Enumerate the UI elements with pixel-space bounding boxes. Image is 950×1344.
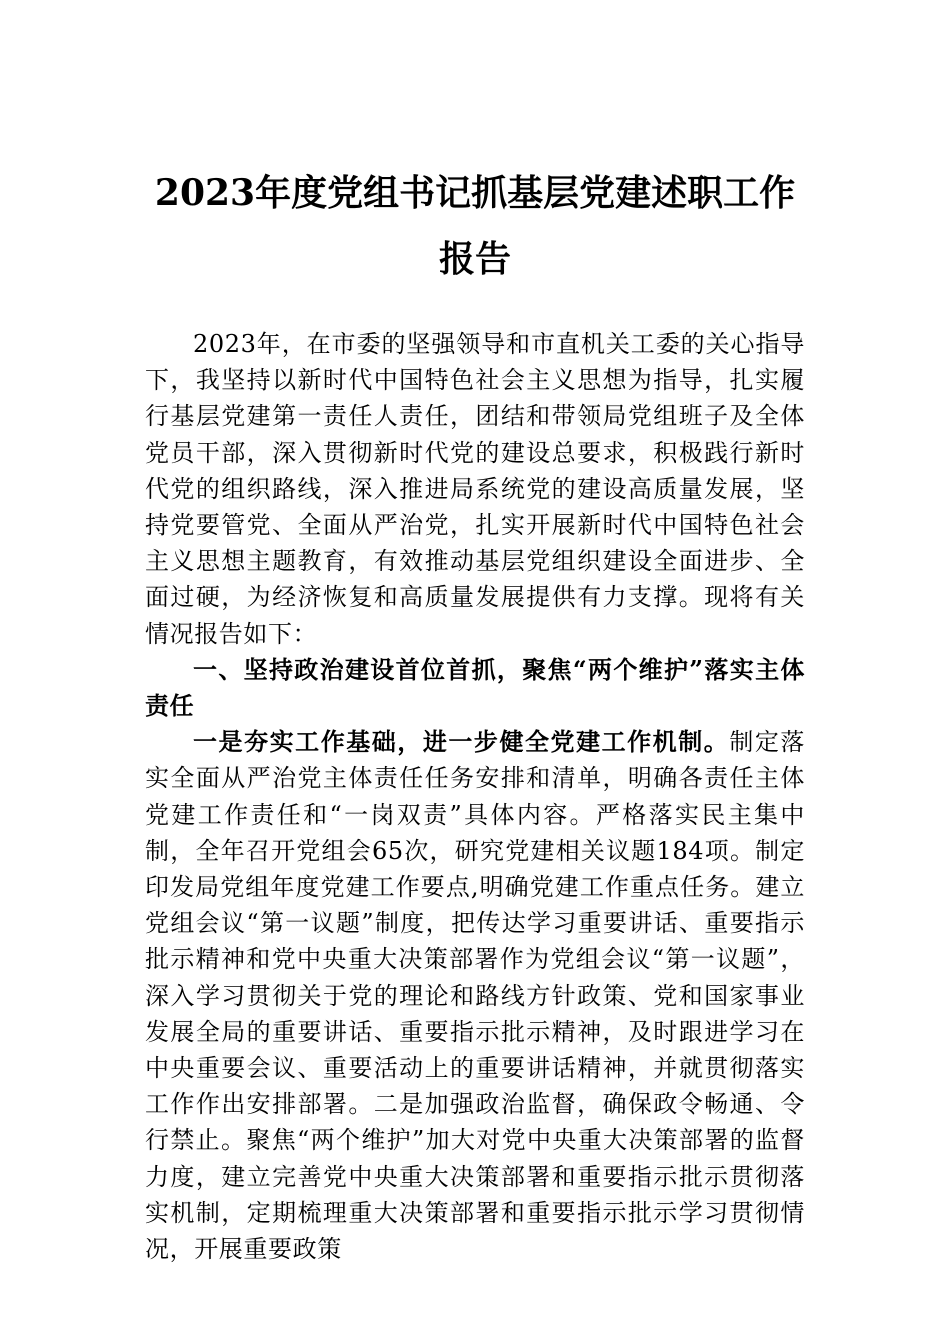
paragraph-lead: 一是夯实工作基础，进一步健全党建工作机制。 — [193, 727, 730, 757]
intro-paragraph: 2023年，在市委的坚强领导和市直机关工委的关心指导下，我坚持以新时代中国特色社会主义思想为指导，扎实履行基层党建第一责任人责任，团结和带领局党组班子及全体党员干部，深入贯彻新时代党的建设总要求，积极践行新时代党的组织路线，深入推进局系统党的建设高质量发展，坚持党要管党、全面从严治党，扎实开展新时代中国特色社会主义思想主题教育，有效推动基层党组织建设全面进步、全面过硬，为经济恢复和高质量发展提供有力支撑。现将有关情况报告如下： — [145, 330, 805, 648]
section-1-paragraph — [145, 724, 805, 1267]
paragraph-text: 制定落实全面从严治党主体责任任务安排和清单，明确各责任主体党建工作责任和“一岗双责”具体内容。严格落实民主集中制，全年召开党组会65次，研究党建相关议题184项。制定印发局党组年度党建工作要点,明确党建工作重点任务。建立党组会议“第一议题”制度，把传达学习重要讲话、重要指示批示精神和党中央重大决策部署作为党组会议“第一议题”，深入学习贯彻关于党的理论和路线方针政策、党和国家事业发展全局的重要讲话、重要指示批示精神，及时跟进学习在中央重要会议、重要活动上的重要讲话精神，并就贯彻落实工作作出安排部署。二是加强政治监督，确保政令畅通、令行禁止。聚焦“两个维护”加大对党中央重大决策部署的监督力度，建立完善党中央重大决策部署和重要指示批示贯彻落实机制，定期梳理重大决策部署和重要指示批示学习贯彻情况，开展重要政策 — [145, 728, 805, 1264]
section-heading-1: 一、坚持政治建设首位首抓，聚焦“两个维护”落实主体责任 — [145, 654, 805, 721]
document-title: 2023年度党组书记抓基层党建述职工作报告 — [154, 172, 796, 280]
document-body — [145, 326, 805, 1267]
